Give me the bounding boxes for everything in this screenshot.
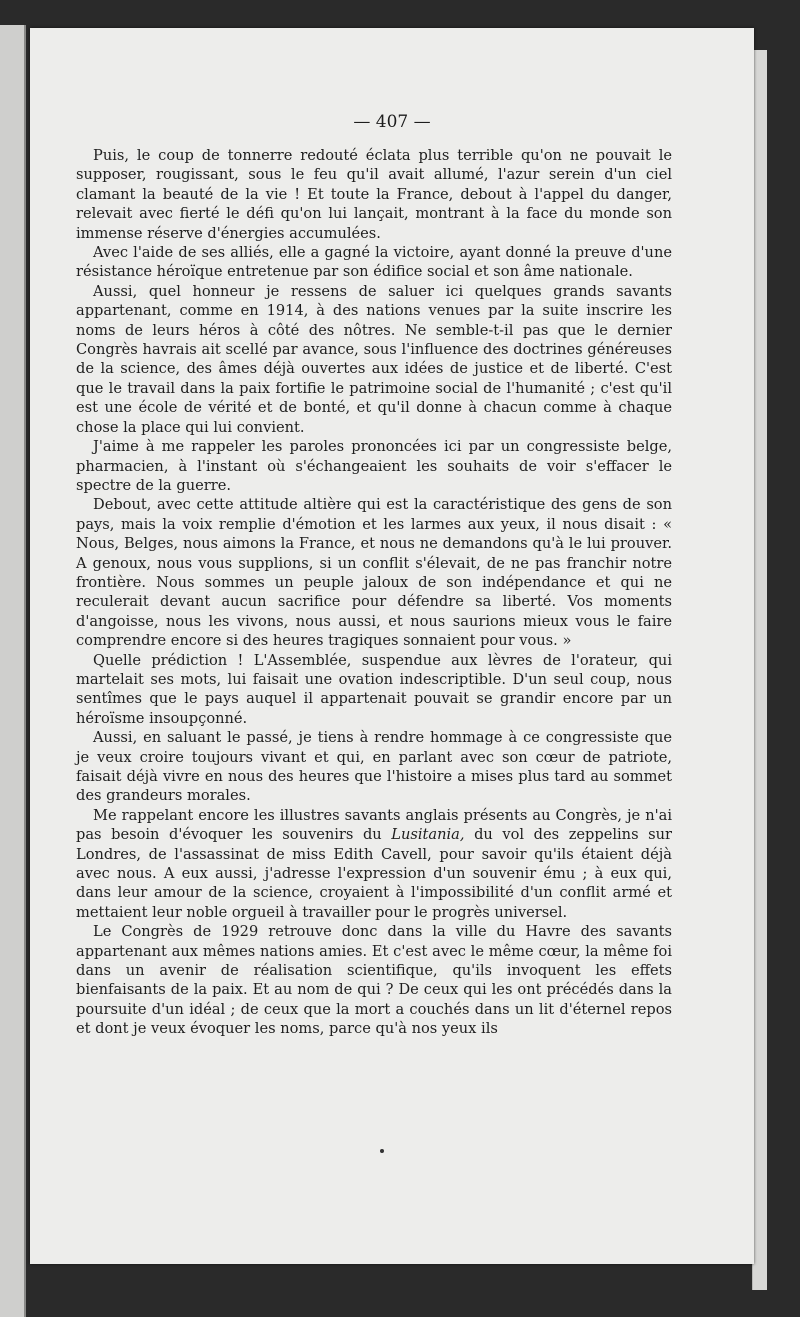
- paragraph-8-part-1: Me rappelant encore les illustres savants anglais présents au Congrès, je n'ai pas besoin d'évoquer les souvenirs du: [76, 806, 672, 844]
- paragraph-2: Avec l'aide de ses alliés, elle a gagné la victoire, ayant donné la preuve d'une résistance héroïque entretenue par son édifice social et son âme nationale.: [76, 244, 672, 281]
- body-text: [76, 146, 672, 1039]
- ink-speck: [380, 1149, 384, 1153]
- document-page: [30, 28, 754, 1264]
- paragraph-8: [76, 806, 672, 922]
- paragraph-8-part-2: du vol des zeppelins sur Londres, de l'assassinat de miss Edith Cavell, pour savoir qu'ils étaient déjà avec nous. A eux aussi, j'adresse l'expression d'un souvenir ému ; à eux qui, dans leur amour de la science, croyaient à l'impossibilité d'un conflit armé et mettaient leur noble orgueil à travailler pour le progrès universel.: [76, 826, 672, 921]
- page-number: — 407 —: [353, 112, 431, 132]
- previous-page-edge: [0, 25, 26, 1317]
- next-page-edge: [752, 50, 767, 1290]
- paragraph-3: Aussi, quel honneur je ressens de saluer ici quelques grands savants appartenant, comme en 1914, à des nations venues par la suite inscrire les noms de leurs héros à côté des nôtres. Ne semble-t-il pas que le dernier Congrès havrais ait scellé par avance, sous l'influence des doctrines généreuses de la science, des âmes déjà ouvertes aux idées de justice et de liberté. C'est que le travail dans la paix fortifie le patrimoine social de l'humanité ; c'est qu'il est une école de vérité et de bonté, et qu'il donne à chacun comme à chaque chose la place qui lui convient.: [76, 282, 672, 436]
- paragraph-5: Debout, avec cette attitude altière qui est la caractéristique des gens de son pays, mais la voix remplie d'émotion et les larmes aux yeux, il nous disait : « Nous, Belges, nous aimons la France, et nous ne demandons qu'à le lui prouver. A genoux, nous vous supplions, si un conflit s'élevait, de ne pas franchir notre frontière. Nous sommes un peuple jaloux de son indépendance et qui ne reculerait devant aucun sacrifice pour défendre sa liberté. Vos moments d'angoisse, nous les vivons, nous aussi, et nous saurions mieux vous le faire comprendre encore si des heures tragiques sonnaient pour vous. »: [76, 496, 672, 650]
- paragraph-1: Puis, le coup de tonnerre redouté éclata plus terrible qu'on ne pouvait le supposer, rougissant, sous le feu qu'il avait allumé, l'azur serein d'un ciel clamant la beauté de la vie ! Et toute la France, debout à l'appel du danger, relevait avec fierté le défi qu'on lui lançait, montrant à la face du monde son immense réserve d'énergies accumulées.: [76, 147, 672, 242]
- paragraph-7: Aussi, en saluant le passé, je tiens à rendre hommage à ce congressiste que je veux croire toujours vivant et qui, en parlant avec son cœur de patriote, faisait déjà vivre en nous des heures que l'histoire a mises plus tard au sommet des grandeurs morales.: [76, 729, 672, 805]
- paragraph-4: J'aime à me rappeler les paroles prononcées ici par un congressiste belge, pharmacien, à l'instant où s'échangeaient les souhaits de voir s'effacer le spectre de la guerre.: [76, 438, 672, 494]
- ship-name-italic: Lusitania,: [391, 826, 465, 844]
- paragraph-6: Quelle prédiction ! L'Assemblée, suspendue aux lèvres de l'orateur, qui martelait ses mots, lui faisait une ovation indescriptible. D'un seul coup, nous sentîmes que le pays auquel il appartenait pouvait se grandir encore par un héroïsme insoupçonné.: [76, 651, 672, 727]
- paragraph-9: Le Congrès de 1929 retrouve donc dans la ville du Havre des savants appartenant aux mêmes nations amies. Et c'est avec le même cœur, la même foi dans un avenir de réalisation scientifique, qu'ils invoquent les effets bienfaisants de la paix. Et au nom de qui ? De ceux qui les ont précédés dans la poursuite d'un idéal ; de ceux que la mort a couchés dans un lit d'éternel repos et dont je veux évoquer les noms, parce qu'à nos yeux ils: [76, 923, 672, 1038]
